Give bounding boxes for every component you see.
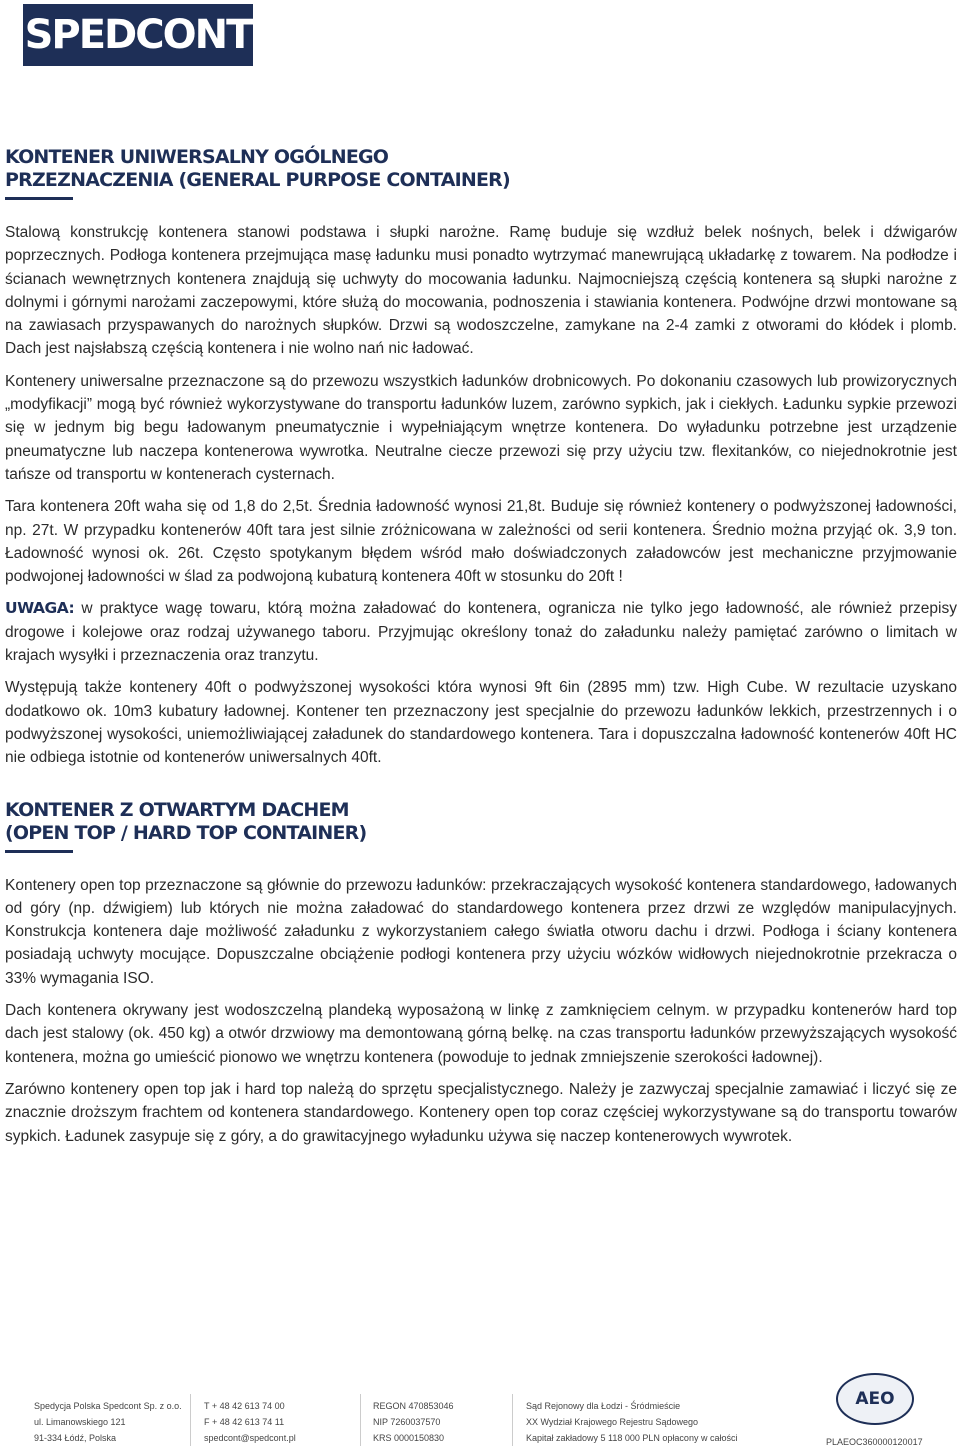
page-footer — [0, 1388, 960, 1451]
paragraph: Tara kontenera 20ft waha się od 1,8 do 2,5t. Średnia ładowność wynosi 21,8t. Buduje się również kontenery o podwyższonej ładowności, np. 27t. W przypadku kontenerów 40ft tara jest silnie zróżnicowana w zależności od serii kontenera. Średnio można przyjąć ok. 3,9 ton. Ładowność wynosi ok. 26t. Często spotykanym błędem wśród mało doświadczonych załadowców jest mechaniczne przyjmowanie podwojonej ładowności w ślad za podwojoną kubaturą kontenera 40ft w stosunku do 20ft ! — [5, 498, 957, 586]
paragraph: Występują także kontenery 40ft o podwyższonej wysokości która wynosi 9ft 6in (2895 mm) tzw. High Cube. W rezultacie uzyskano dodatkowo ok. 10m3 kubatury ładownej. Kontener ten przeznaczony jest specjalnie do przewozu ładunków lekkich, przestrzennych i o podwyższonej wysokości, uniemożliwiającej załadunek do standardowego kontenera. Tara i dopuszczalna ładowność kontenerów 40ft HC nie odbiega istotnie od kontenerów uniwersalnych 40ft. — [5, 679, 957, 767]
footer-capital: Kapitał zakładowy 5 118 000 PLN opłacony w całości — [526, 1433, 738, 1443]
section2-heading — [5, 799, 957, 845]
paragraph: Stalową konstrukcję kontenera stanowi podstawa i słupki narożne. Ramę buduje się wzdłuż belek nośnych, belek i dźwigarów poprzecznych. Podłoga kontenera przejmująca masę ładunku musi ponadto wytrzymać manewrującą układarkę z towarem. Na podłodze i ścianach wewnętrznych kontenera znajdują się uchwyty do mocowania ładunku. Najmocniejszą częścią kontenera są słupki narożne z dolnymi i górnymi narożami zaczepowymi, które służą do mocowania, podnoszenia i stawiania kontenera. Podwójne drzwi montowane są na zawiasach przyspawanych do narożnych słupków. Drzwi są wodoszczelne, zamykane na 2-4 zamki z otworami do kłódek i plomb. Dach jest najsłabszą częścią kontenera i nie wolno nań nic ładować. — [5, 224, 957, 358]
section1-title-line2: PRZEZNACZENIA (GENERAL PURPOSE CONTAINER) — [5, 169, 510, 191]
footer-contact — [204, 1398, 296, 1446]
footer-city: 91-334 Łódź, Polska — [34, 1433, 117, 1443]
section2-title-line1: KONTENER Z OTWARTYM DACHEM — [5, 798, 349, 821]
footer-fax: F + 48 42 613 74 11 — [204, 1417, 285, 1427]
footer-company-name: Spedycja Polska Spedcont Sp. z o.o. — [34, 1401, 182, 1411]
paragraph-uwaga — [5, 597, 957, 667]
footer-nip: NIP 7260037570 — [373, 1417, 441, 1427]
heading-underline — [5, 850, 73, 853]
paragraph: Zarówno kontenery open top jak i hard top należą do sprzętu specjalistycznego. Należy je zazwyczaj specjalnie zamawiać i liczyć się ze znacznie droższym frachtem od kontenera standardowego. Kontenery open top coraz częściej wykorzystywane są do transportu towarów sypkich. Ładunek zasypuje się z góry, a do grawitacyjnego wyładunku używa się naczep kontenerowych wywrotek. — [5, 1080, 957, 1145]
footer-divider — [190, 1394, 191, 1446]
footer-court — [526, 1398, 737, 1446]
footer-divider — [360, 1394, 361, 1446]
footer-registry — [373, 1398, 454, 1446]
footer-divider — [512, 1394, 513, 1446]
section1-heading — [5, 146, 957, 192]
uwaga-label: UWAGA: — [5, 599, 75, 618]
footer-email[interactable]: spedcont@spedcont.pl — [204, 1433, 296, 1443]
section1-title-line1: KONTENER UNIWERSALNY OGÓLNEGO — [5, 146, 389, 168]
heading-underline — [5, 197, 73, 200]
footer-krs: KRS 0000150830 — [373, 1433, 445, 1443]
document-body — [5, 146, 957, 1157]
logo-text: SPEDCONT — [24, 12, 252, 58]
section2-title-line2: (OPEN TOP / HARD TOP CONTAINER) — [5, 821, 367, 844]
aeo-certificate-icon — [836, 1373, 914, 1425]
paragraph: Dach kontenera okrywany jest wodoszczelną plandeką wyposażoną w linkę z zamknięciem celnym. w przypadku kontenerów hard top dach jest stalowy (ok. 450 kg) a otwór drzwiowy ma demontowaną górną belkę. na czas transportu ładunków przewyższających wysokość kontenera, można go umieścić pionowo we wnętrzu kontenera (powoduje to jednak zmniejszenie szerokości ładownej). — [5, 1002, 957, 1066]
paragraph: Kontenery open top przeznaczone są głównie do przewozu ładunków: przekraczających wysokość kontenera standardowego, ładowanych od góry (np. dźwigiem) lub których nie można załadować do standardowego kontenera przez drzwi ze względów manipulacyjnych. Konstrukcja kontenera daje możliwość załadunku z wykorzystaniem całego światła otworu dachu i drzwi. Podłoga i ściany kontenera posiadają uchwyty mocujące. Dopuszczalne obciążenie podłogi kontenera przy użyciu wózków widłowych niejednokrotnie przekracza o 33% wymagania ISO. — [5, 876, 957, 987]
footer-court-name: Sąd Rejonowy dla Łodzi - Śródmieście — [526, 1401, 681, 1411]
uwaga-text: w praktyce wagę towaru, którą można załadować do kontenera, ogranicza nie tylko jego ładowność, ale również przepisy drogowe i kolejowe oraz rodzaj używanego taboru. Przyjmując określony tonaż do załadunku należy pamiętać zarówno o limitach w krajach wysyłki i przeznaczenia oraz tranzytu. — [5, 600, 957, 665]
paragraph: Kontenery uniwersalne przeznaczone są do przewozu wszystkich ładunków drobnicowych. Po dokonaniu czasowych lub prowizorycznych „modyfikacji” mogą być również wykorzystywane do transportu ładunków luzem, zarówno sypkich, jak i ciekłych. Ładunku sypkie przewozi się w jednym big begu ładowanym pneumatycznie i wypełniającym wnętrze kontenera. Do wyładunku potrzebne jest urządzenie pneumatyczne lub naczepa kontenerowa wywrotka. Neutralne ciecze przewozi się przy użyciu tzw. flexitanków, co niejednokrotnie jest tańsze od transportu w kontenerach cysternach. — [5, 372, 957, 483]
footer-court-dept: XX Wydział Krajowego Rejestru Sądowego — [526, 1417, 699, 1427]
footer-regon: REGON 470853046 — [373, 1401, 454, 1411]
aeo-code: PLAEOC360000120017 — [826, 1437, 923, 1447]
spedcont-logo — [23, 4, 253, 66]
aeo-text: AEO — [855, 1389, 895, 1409]
footer-phone: T + 48 42 613 74 00 — [204, 1401, 285, 1411]
footer-street: ul. Limanowskiego 121 — [34, 1417, 126, 1427]
footer-company — [34, 1398, 182, 1446]
